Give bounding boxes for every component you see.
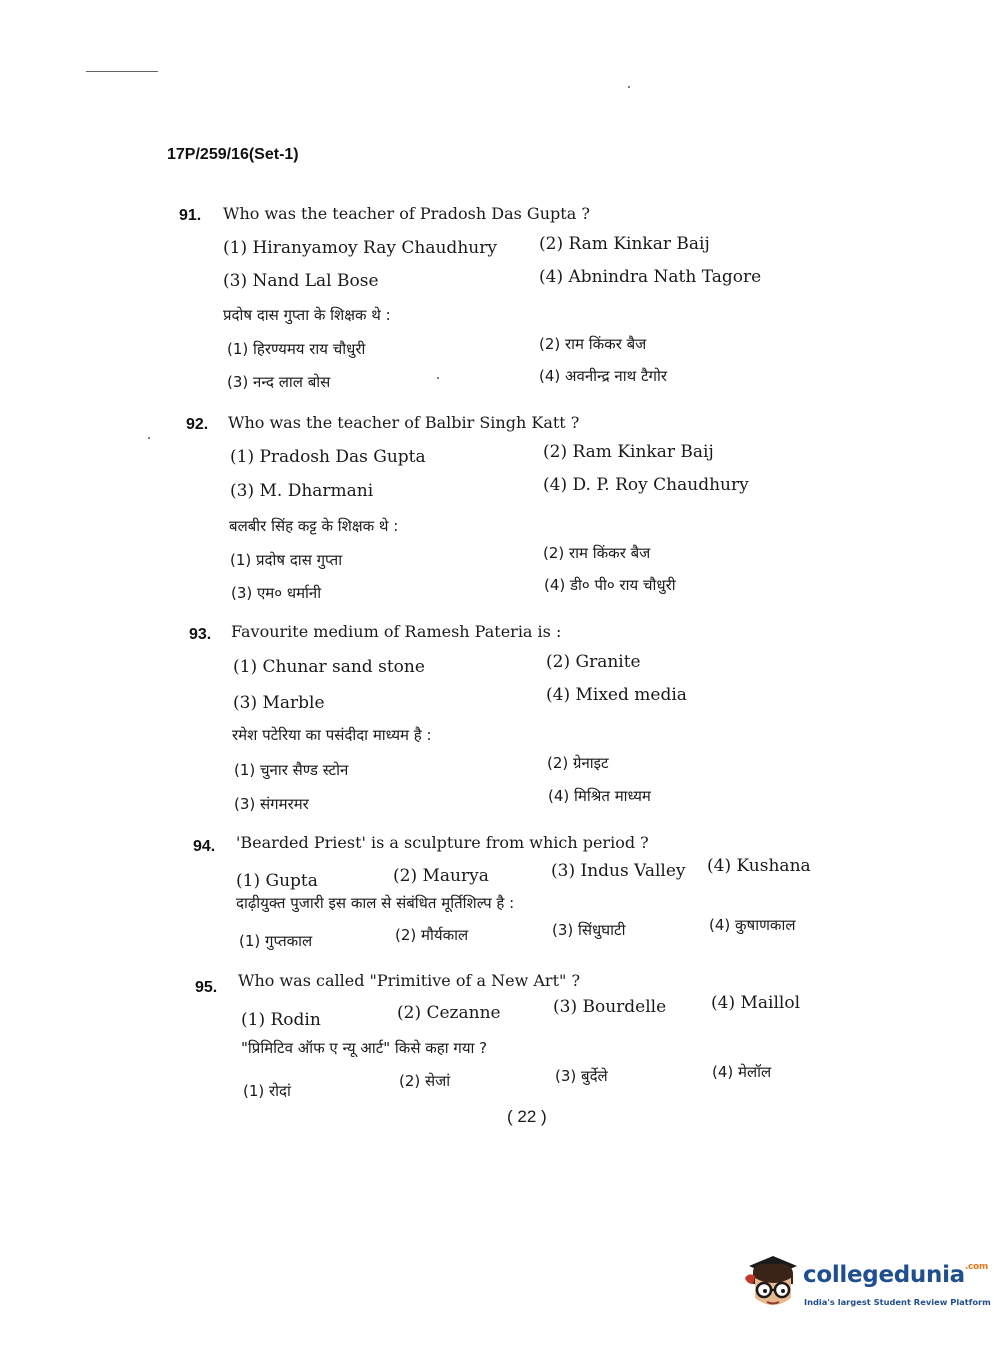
question-text-hi: दाढ़ीयुक्त पुजारी इस काल से संबंधित मूर्तिशिल्प है : bbox=[236, 894, 515, 912]
option-hi-4: (4) डी० पी० राय चौधुरी bbox=[544, 576, 676, 594]
question-number: 94. bbox=[193, 838, 216, 855]
collegedunia-logo bbox=[743, 1250, 991, 1322]
question-text-en: Favourite medium of Ramesh Pateria is : bbox=[231, 622, 562, 641]
option-hi-3: (3) संगमरमर bbox=[234, 795, 309, 813]
option-en-2: (2) Cezanne bbox=[397, 1003, 501, 1023]
option-hi-1: (1) रोदां bbox=[243, 1082, 291, 1100]
page-number: ( 22 ) bbox=[507, 1107, 547, 1126]
option-hi-3: (3) नन्द लाल बोस bbox=[227, 373, 331, 391]
question-text-hi: रमेश पटेरिया का पसंदीदा माध्यम है : bbox=[232, 726, 432, 744]
option-en-1: (1) Gupta bbox=[236, 871, 318, 891]
mascot-icon bbox=[743, 1254, 801, 1312]
option-hi-3: (3) सिंधुघाटी bbox=[552, 921, 626, 939]
option-hi-1: (1) गुप्तकाल bbox=[239, 932, 313, 950]
option-en-1: (1) Rodin bbox=[241, 1010, 321, 1030]
option-hi-4: (4) कुषाणकाल bbox=[709, 916, 796, 934]
option-hi-4: (4) मिश्रित माध्यम bbox=[548, 787, 651, 805]
option-hi-2: (2) ग्रेनाइट bbox=[547, 754, 609, 772]
option-hi-4: (4) मेलॉल bbox=[712, 1063, 772, 1081]
option-hi-2: (2) राम किंकर बैज bbox=[543, 544, 651, 562]
question-number: 92. bbox=[186, 416, 209, 433]
option-en-3: (3) Bourdelle bbox=[553, 997, 667, 1017]
option-hi-2: (2) मौर्यकाल bbox=[395, 926, 469, 944]
scan-speck bbox=[628, 86, 630, 88]
option-hi-3: (3) एम० धर्मानी bbox=[231, 584, 322, 602]
option-hi-1: (1) हिरण्यमय राय चौधुरी bbox=[227, 340, 366, 358]
option-hi-4: (4) अवनीन्द्र नाथ टैगोर bbox=[539, 367, 667, 385]
option-hi-1: (1) चुनार सैण्ड स्टोन bbox=[234, 761, 349, 779]
option-en-2: (2) Maurya bbox=[393, 866, 489, 886]
question-number: 93. bbox=[189, 626, 212, 643]
option-en-2: (2) Ram Kinkar Baij bbox=[543, 442, 714, 462]
option-en-3: (3) Nand Lal Bose bbox=[223, 271, 379, 291]
question-text-en: Who was called "Primitive of a New Art" ? bbox=[238, 971, 581, 990]
option-en-4: (4) Kushana bbox=[707, 856, 811, 876]
brand-tagline: India's largest Student Review Platform bbox=[804, 1297, 991, 1307]
question-text-en: Who was the teacher of Pradosh Das Gupta ? bbox=[223, 204, 590, 223]
option-en-4: (4) Maillol bbox=[711, 993, 801, 1013]
paper-code: 17P/259/16(Set-1) bbox=[167, 146, 299, 163]
option-en-3: (3) Indus Valley bbox=[551, 861, 686, 881]
option-hi-2: (2) राम किंकर बैज bbox=[539, 335, 647, 353]
question-text-hi: "प्रिमिटिव ऑफ ए न्यू आर्ट" किसे कहा गया ? bbox=[241, 1039, 488, 1057]
option-en-4: (4) Mixed media bbox=[546, 685, 687, 705]
brand-name: collegedunia$^{.com}$ bbox=[803, 1262, 989, 1288]
option-hi-1: (1) प्रदोष दास गुप्ता bbox=[230, 551, 343, 569]
question-text-hi: बलबीर सिंह कट्ट के शिक्षक थे : bbox=[229, 517, 399, 535]
scan-speck bbox=[437, 377, 439, 379]
question-text-en: 'Bearded Priest' is a sculpture from which period ? bbox=[236, 833, 649, 852]
question-text-en: Who was the teacher of Balbir Singh Katt ? bbox=[228, 413, 580, 432]
question-text-hi: प्रदोष दास गुप्ता के शिक्षक थे : bbox=[223, 306, 391, 324]
question-number: 95. bbox=[195, 979, 218, 996]
option-en-3: (3) Marble bbox=[233, 693, 325, 713]
option-en-2: (2) Ram Kinkar Baij bbox=[539, 234, 710, 254]
scan-speck bbox=[148, 437, 150, 439]
option-en-1: (1) Chunar sand stone bbox=[233, 657, 425, 677]
option-en-3: (3) M. Dharmani bbox=[230, 481, 374, 501]
corner-rule bbox=[86, 71, 158, 72]
option-en-4: (4) D. P. Roy Chaudhury bbox=[543, 475, 749, 495]
option-hi-2: (2) सेजां bbox=[399, 1072, 451, 1090]
question-number: 91. bbox=[179, 207, 202, 224]
option-en-1: (1) Pradosh Das Gupta bbox=[230, 447, 426, 467]
option-en-2: (2) Granite bbox=[546, 652, 641, 672]
option-hi-3: (3) बुर्देले bbox=[555, 1067, 608, 1085]
option-en-1: (1) Hiranyamoy Ray Chaudhury bbox=[223, 238, 497, 258]
option-en-4: (4) Abnindra Nath Tagore bbox=[539, 267, 762, 287]
